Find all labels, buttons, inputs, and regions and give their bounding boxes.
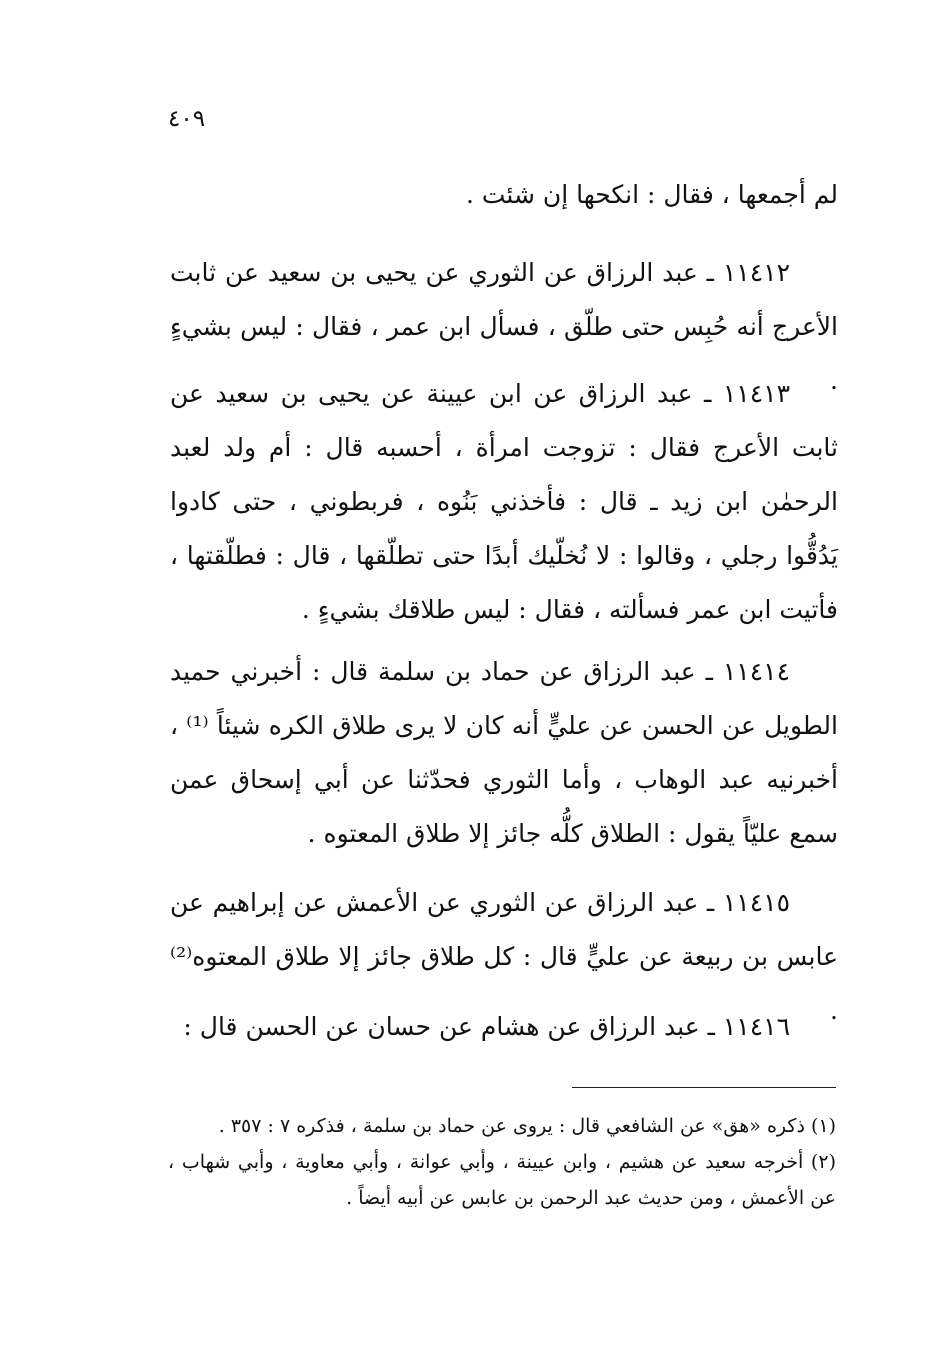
hadith-text: ١١٤١٦ ـ عبد الرزاق عن هشام عن حسان عن الحسن قال :	[183, 1012, 790, 1041]
hadith-text: ١١٤١٢ ـ عبد الرزاق عن الثوري عن يحيى بن سعيد عن ثابت الأعرج أنه حُبِس حتى طلّق ، فسأل ابن عمر ، فقال : ليس بشيءٍ .	[170, 258, 838, 395]
footnotes	[168, 1108, 836, 1216]
hadith-text: ١١٤١٤ ـ عبد الرزاق عن حماد بن سلمة قال : أخبرني حميد الطويل عن الحسن عن عليٍّ أنه كان لا يرى طلاق الكره شيئاً ⁽¹⁾ ، أخبرنيه عبد الوهاب ، وأما الثوري فحدّثنا عن أبي إسحاق عمن سمع عليّاً يقول : الطلاق كلُّه جائز إلا طلاق المعتوه .	[170, 657, 838, 848]
footnote-divider	[572, 1087, 836, 1088]
footnote-1: (١) ذكره «هق» عن الشافعي قال : يروى عن حماد بن سلمة ، فذكره ٧ : ٣٥٧ .	[218, 1115, 836, 1137]
hadith-text: ١١٤١٣ ـ عبد الرزاق عن ابن عيينة عن يحيى بن سعيد عن ثابت الأعرج فقال : تزوجت امرأة ، أحسبه قال : أم ولد لعبد الرحمٰن ابن زيد ـ قال : فأخذني بَنُوه ، فربطوني ، حتى كادوا يَدُقُّوا رجلي ، وقالوا : لا نُخلّيك أبدًا حتى تطلّقها ، قال : فطلّقتها ، فأتيت ابن عمر فسألته ، فقال : ليس طلاقك بشيءٍ .	[170, 379, 838, 624]
paragraph-continuation	[170, 168, 838, 222]
hadith-11413	[170, 367, 838, 637]
hadith-text: ١١٤١٥ ـ عبد الرزاق عن الثوري عن الأعمش عن إبراهيم عن عابس بن ربيعة عن عليٍّ قال : كل طلاق جائز إلا طلاق المعتوه⁽²⁾ .	[170, 888, 838, 1025]
hadith-11416	[170, 1000, 838, 1054]
footnote-2: (٢) أخرجه سعيد عن هشيم ، وابن عيينة ، وأبي عوانة ، وأبي معاوية ، وأبي شهاب ، عن الأعمش ، ومن حديث عبد الرحمن بن عابس عن أبيه أيضاً .	[168, 1151, 836, 1209]
hadith-11414	[170, 645, 838, 861]
page-number: ٤٠٩	[168, 106, 206, 132]
paragraph-text: لم أجمعها ، فقال : انكحها إن شئت .	[465, 180, 838, 209]
